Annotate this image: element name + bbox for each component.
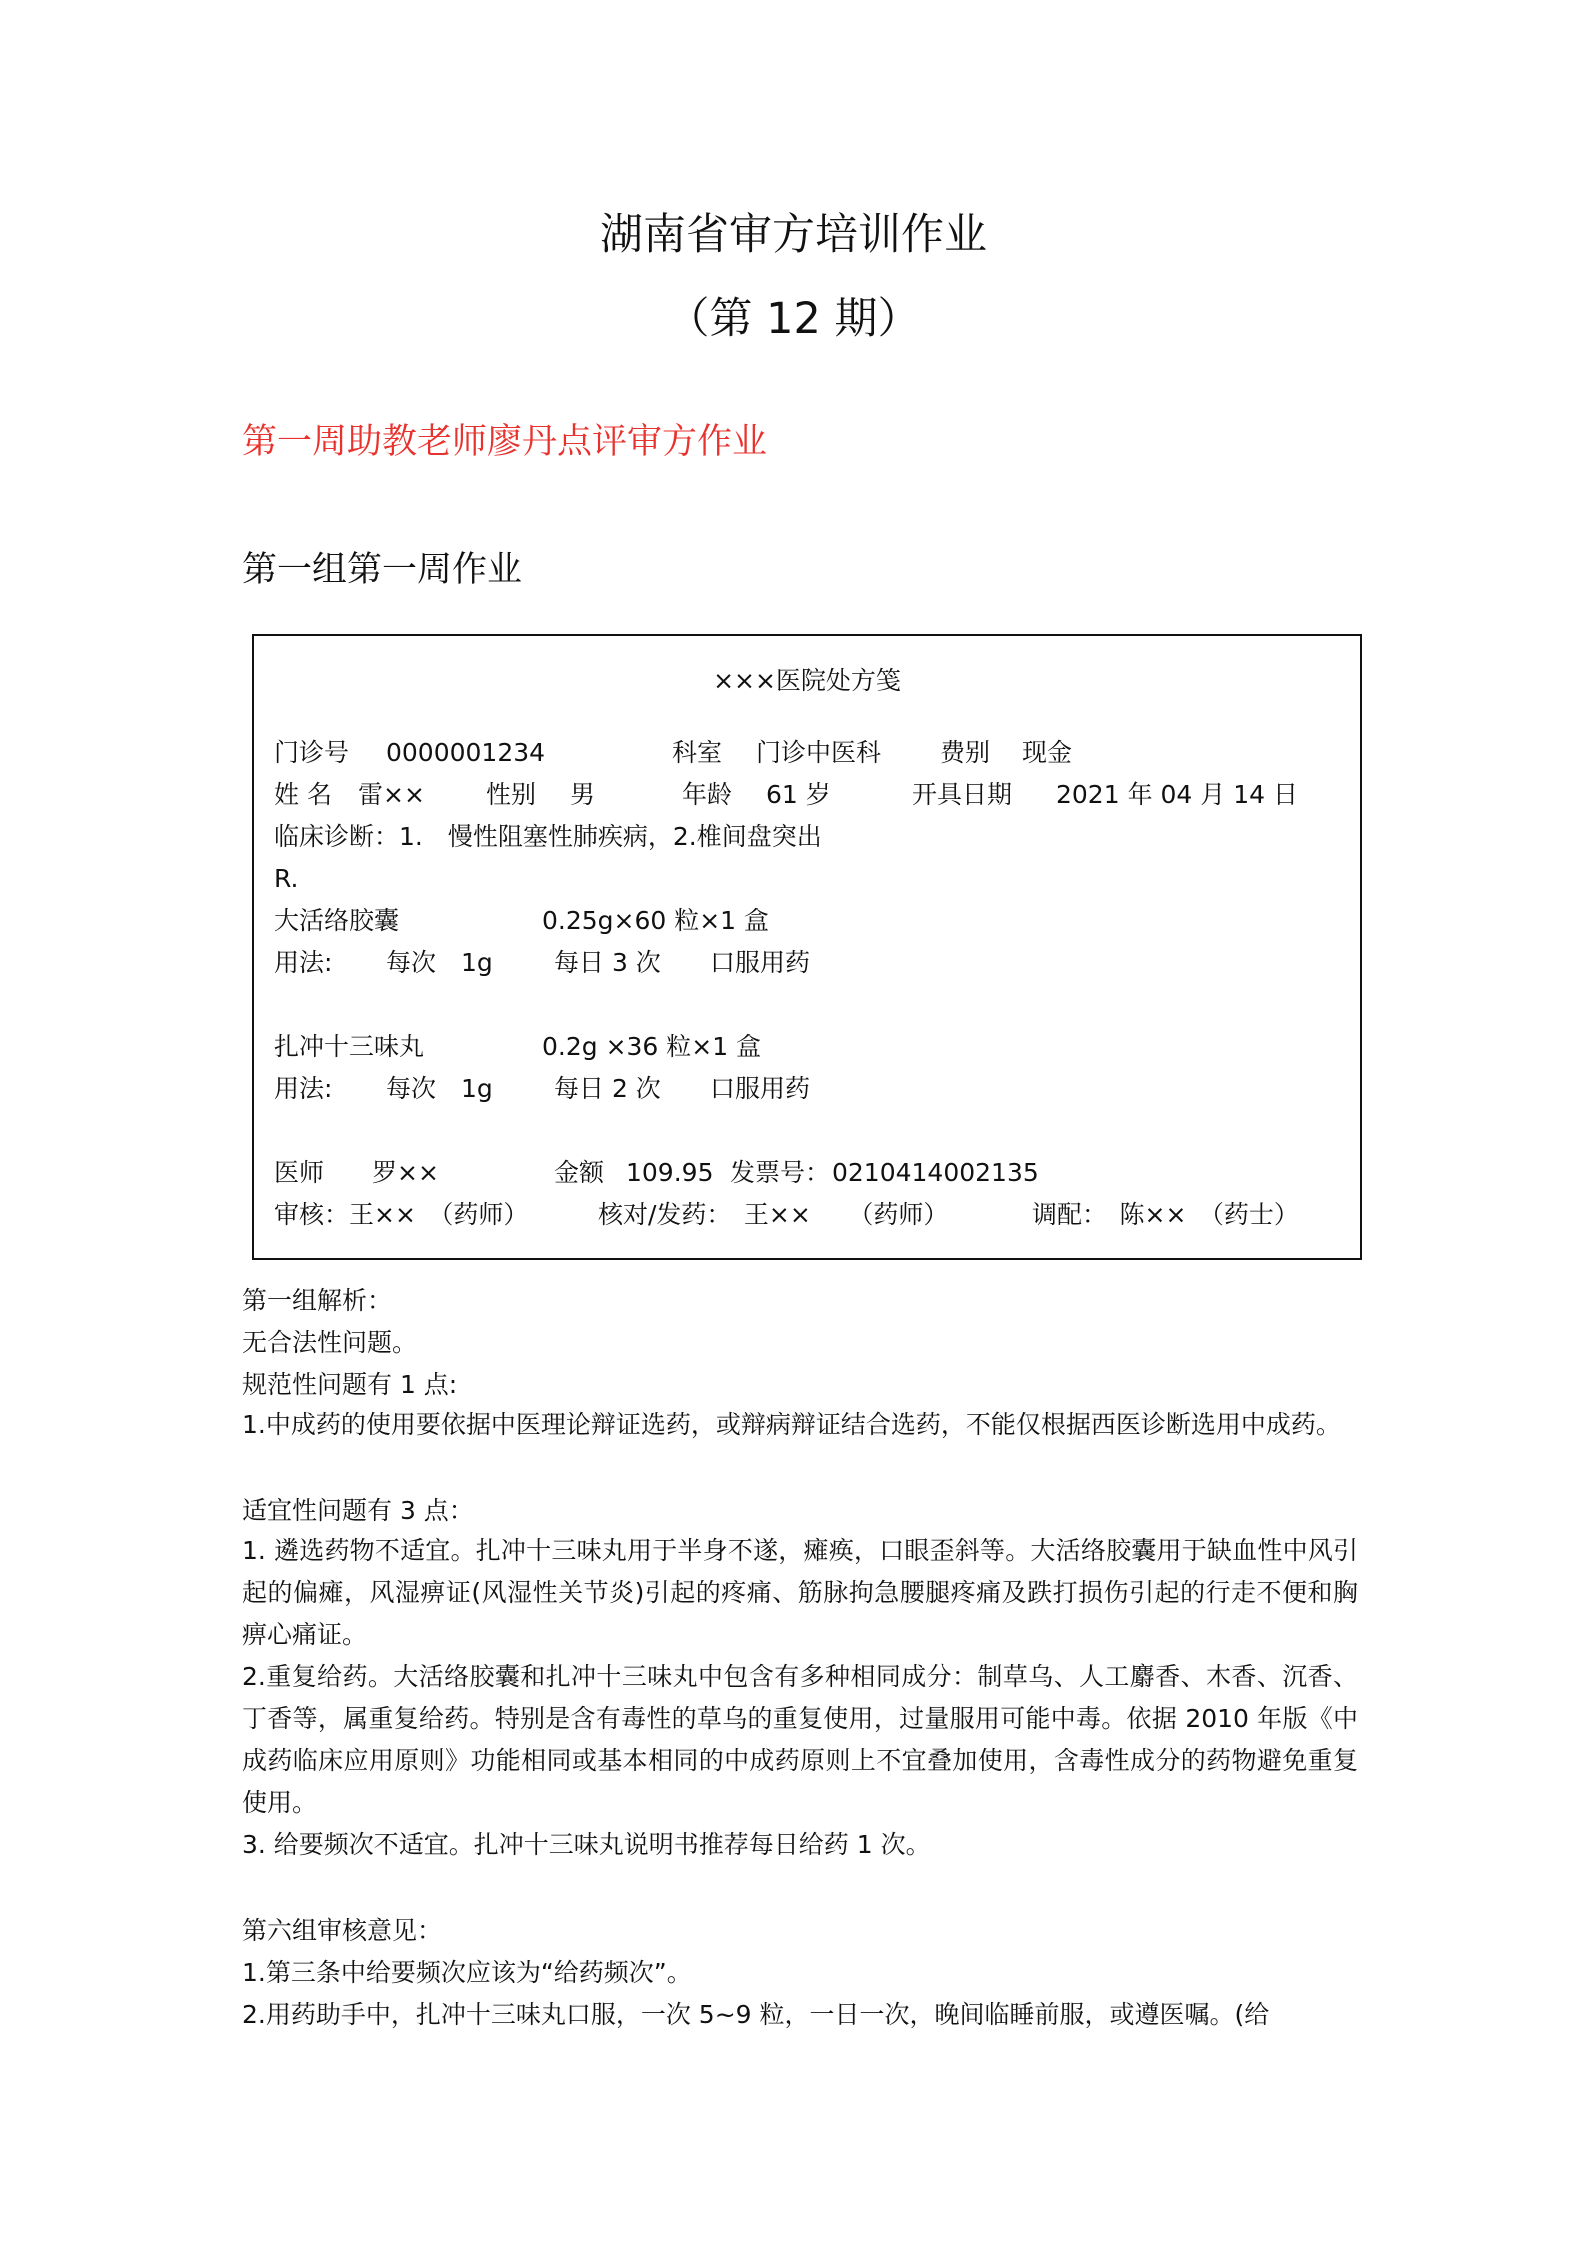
drug-frequency: 每日 3 次: [554, 948, 661, 977]
dispense-signature: 调配： 陈×× （药士）: [1032, 1200, 1299, 1229]
drug-name: 大活络胶囊: [274, 906, 400, 935]
prescription-title: ×××医院处方笺: [713, 666, 901, 695]
drug-dose: 每次 1g: [386, 948, 493, 977]
date-label: 开具日期: [912, 780, 1013, 809]
group-heading: 第一组第一周作业: [242, 550, 523, 590]
sex-value: 男: [570, 780, 596, 809]
norm-item-1: 1.中成药的使用要依据中医理论辩证选药，或辩病辩证结合选药，不能仅根据西医诊断选用中成药。: [242, 1410, 1341, 1439]
drug-name: 扎冲十三味丸: [274, 1032, 425, 1061]
fee-value: 现金: [1022, 738, 1073, 767]
drug-frequency: 每日 2 次: [554, 1074, 661, 1103]
prescription-box: [252, 634, 1362, 1260]
name-value: 雷××: [358, 780, 425, 809]
dept-value: 门诊中医科: [756, 738, 882, 767]
sex-label: 性别: [486, 780, 537, 809]
clinic-no-label: 门诊号: [274, 738, 350, 767]
doctor-label: 医师: [274, 1158, 325, 1187]
date-value: 2021 年 04 月 14 日: [1056, 780, 1298, 809]
drug-route: 口服用药: [710, 1074, 811, 1103]
document-issue: （第 12 期）: [666, 294, 921, 344]
amount-label: 金额: [554, 1158, 605, 1187]
drug-route: 口服用药: [710, 948, 811, 977]
usage-label: 用法:: [274, 1074, 333, 1103]
suitability-item-2: 2.重复给药。大活络胶囊和扎冲十三味丸中包含有多种相同成分：制草乌、人工麝香、木香、沉香、丁香等，属重复给药。特别是含有毒性的草乌的重复使用，过量服用可能中毒。依据 2010 年版《中成药临床应用原则》功能相同或基本相同的中成药原则上不宜叠加使用，含毒性成分的药物避免重复使用。: [242, 1662, 1358, 1817]
review-opinion-item-2: 2.用药助手中，扎冲十三味丸口服，一次 5~9 粒，一日一次，晚间临睡前服，或遵医嘱。(给: [242, 2000, 1270, 2029]
drug-spec: 0.25g×60 粒×1 盒: [542, 906, 770, 935]
doctor-value: 罗××: [372, 1158, 439, 1187]
invoice-value: 0210414002135: [832, 1158, 1039, 1187]
suitability-item-3: 3. 给要频次不适宜。扎冲十三味丸说明书推荐每日给药 1 次。: [242, 1830, 931, 1859]
name-label: 姓 名: [274, 780, 332, 809]
drug-spec: 0.2g ×36 粒×1 盒: [542, 1032, 762, 1061]
amount-value: 109.95: [626, 1158, 714, 1187]
diagnosis: 临床诊断：1. 慢性阻塞性肺疾病，2.椎间盘突出: [274, 822, 822, 851]
suitability-item-1: 1. 遴选药物不适宜。扎冲十三味丸用于半身不遂，瘫痪，口眼歪斜等。大活络胶囊用于缺血性中风引起的偏瘫，风湿痹证(风湿性关节炎)引起的疼痛、筋脉拘急腰腿疼痛及跌打损伤引起的行走不便和胸痹心痛证。: [242, 1536, 1358, 1649]
review-opinion-heading: 第六组审核意见：: [242, 1916, 443, 1945]
legality-statement: 无合法性问题。: [242, 1328, 418, 1357]
review-signature: 审核：王×× （药师）: [274, 1200, 529, 1229]
document-title: 湖南省审方培训作业: [600, 210, 987, 260]
usage-label: 用法:: [274, 948, 333, 977]
invoice-label: 发票号：: [730, 1158, 831, 1187]
clinic-no-value: 0000001234: [386, 738, 546, 767]
rx-mark: R.: [274, 864, 299, 893]
red-heading: 第一周助教老师廖丹点评审方作业: [242, 422, 768, 462]
review-opinion-item-1: 1.第三条中给要频次应该为“给药频次”。: [242, 1958, 692, 1987]
suitability-heading: 适宜性问题有 3 点：: [242, 1496, 474, 1525]
norm-heading: 规范性问题有 1 点:: [242, 1370, 458, 1399]
dept-label: 科室: [672, 738, 723, 767]
analysis-heading: 第一组解析：: [242, 1286, 393, 1315]
age-value: 61 岁: [766, 780, 831, 809]
drug-dose: 每次 1g: [386, 1074, 493, 1103]
fee-label: 费别: [940, 738, 991, 767]
age-label: 年龄: [682, 780, 733, 809]
check-signature: 核对/发药： 王×× （药师）: [598, 1200, 949, 1229]
